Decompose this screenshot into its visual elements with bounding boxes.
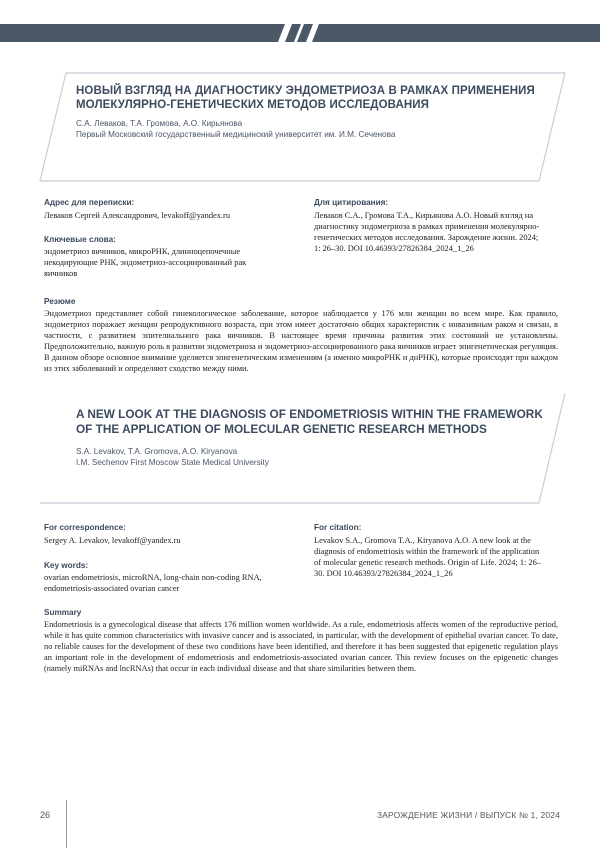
citation-label-ru: Для цитирования: bbox=[314, 198, 389, 207]
authors-en: S.A. Levakov, T.A. Gromova, A.O. Kiryanova bbox=[76, 447, 238, 456]
summary-ru: Эндометриоз представляет собой гинекологическое заболевание, которое наблюдается у 176 млн женщин во всем мире. Как правило, эндометриоз поражает женщин репродуктивного возраста, при этом имеет достаточно общих характеристик с инвазивным раком и связан, в частности, с развитием эпителиального рака яичников. В настоящее время причины развития этих состояний не установлены. Предположительно, важную роль в развитии эндометриоза и эндометриоз-ассоциированного рака яичников играет эпигенетическая регуляция. В данном обзоре основное внимание уделяется эпигенетическим изменениям (а именно микроРНК и днРНК), которые происходят при каждом из этих заболеваний и определяют сходство между ними. bbox=[44, 309, 558, 373]
header-band bbox=[0, 24, 600, 42]
correspondence-value-en: Sergey A. Levakov, levakoff@yandex.ru bbox=[44, 536, 181, 545]
correspondence-value-ru: Леваков Сергей Александрович, levakoff@yandex.ru bbox=[44, 211, 231, 220]
authors-ru: С.А. Леваков, Т.А. Громова, А.О. Кирьянова bbox=[76, 119, 243, 128]
keywords-label-en: Key words: bbox=[44, 561, 89, 570]
keywords-value-en: ovarian endometriosis, microRNA, long-chain non-coding RNA, endometriosis-associated ovarian cancer bbox=[44, 573, 262, 593]
keywords-label-ru: Ключевые слова: bbox=[44, 235, 116, 244]
title-frame-en bbox=[36, 392, 566, 504]
summary-label-en: Summary bbox=[44, 608, 82, 617]
summary-en: Endometriosis is a gynecological disease that affects 176 million women worldwide. As a rule, endometriosis affects women of the reproductive period, while it has quite common characteristics with invasive cancer and is associated, in particular, with the development of epithelial ovarian cancer. To date, no reliable causes for the development of these two conditions have been identified, and therefore it has been suggested that epigenetic regulation plays an important role in the development of endometriosis and endometriosis-associated ovarian cancer. This review focuses on the epigenetic changes (namely miRNAs and lncRNAs) that occur in each individual disease and that share similarities between them. bbox=[44, 620, 558, 673]
summary-label-ru: Резюме bbox=[44, 297, 76, 306]
keywords-value-ru: эндометриоз яичников, микроРНК, длинноцепочечные некодирующие РНК, эндометриоз-ассоциированный рак яичников bbox=[44, 247, 247, 278]
article-title-ru: НОВЫЙ ВЗГЛЯД НА ДИАГНОСТИКУ ЭНДОМЕТРИОЗА В РАМКАХ ПРИМЕНЕНИЯ МОЛЕКУЛЯРНО-ГЕНЕТИЧЕСКИХ МЕТОДОВ ИССЛЕДОВАНИЯ bbox=[76, 85, 535, 111]
correspondence-label-en: For correspondence: bbox=[44, 523, 126, 532]
citation-value-ru: Леваков С.А., Громова Т.А., Кирьянова А.О. Новый взгляд на диагностику эндометриоза в рамках применения молекулярно-генетических методов исследования. Зарождение жизни. 2024; 1: 26–30. DOI 10.46393/27826384_2024_1_26 bbox=[314, 211, 540, 253]
citation-label-en: For citation: bbox=[314, 523, 362, 532]
correspondence-label-ru: Адрес для переписки: bbox=[44, 198, 135, 207]
page-number: 26 bbox=[40, 810, 51, 820]
citation-value-en: Levakov S.A., Gromova T.A., Kiryanova A.O. A new look at the diagnosis of endometriosis within the framework of the application of molecular genetic research methods. Origin of Life. 2024; 1: 26–30. DOI 10.46393/27826384_2024_1_26 bbox=[314, 536, 541, 578]
article-title-en: A NEW LOOK AT THE DIAGNOSIS OF ENDOMETRIOSIS WITHIN THE FRAMEWORK OF THE APPLICATION OF MOLECULAR GENETIC RESEARCH METHODS bbox=[76, 407, 543, 436]
journal-issue: ЗАРОЖДЕНИЕ ЖИЗНИ / ВЫПУСК № 1, 2024 bbox=[376, 810, 560, 820]
affiliation-en: I.M. Sechenov First Moscow State Medical University bbox=[76, 458, 269, 467]
footer-divider bbox=[66, 800, 67, 848]
affiliation-ru: Первый Московский государственный медицинский университет им. И.М. Сеченова bbox=[76, 130, 396, 139]
